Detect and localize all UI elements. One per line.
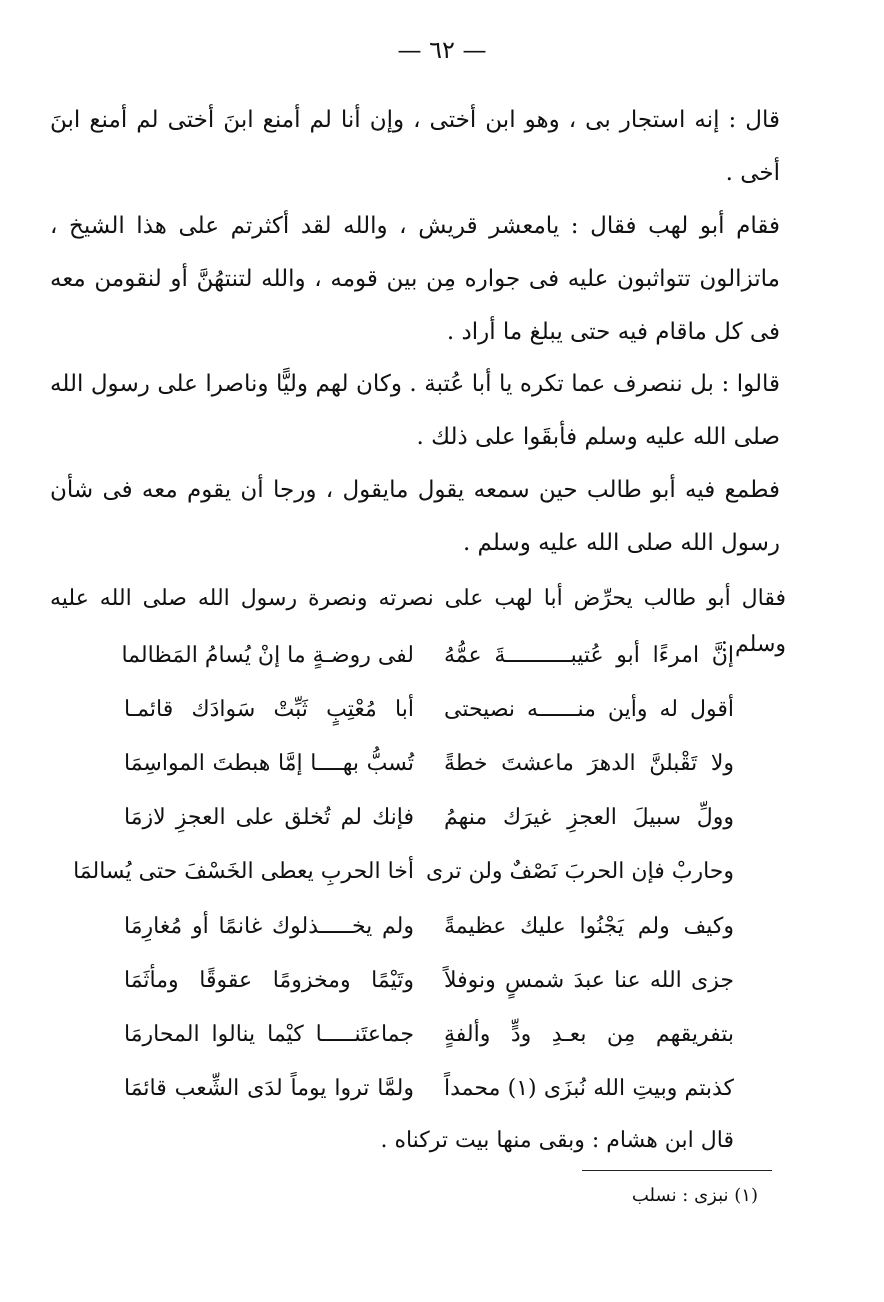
paragraph-abu-lahab-speech: فقام أبو لهب فقال : يامعشر قريش ، والله لقد أكثرتم على هذا الشيخ ، ماتزالون تتواثبون عليه فى جواره مِن بين قومه ، والله لتنتهُنَّ أو لنقومن معه فى كل ماقام فيه حتى يبلغ ما أراد . [50, 213, 780, 345]
paragraph-abu-talib-reply: قال : إنه استجار بى ، وهو ابن أختى ، وإن أنا لم أمنع ابنَ أختى لم أمنع ابنَ أخى . [50, 107, 780, 186]
verse-second-hemistich: ولمَّا تروا يوماً لدَى الشِّعب قائمَا [124, 1076, 414, 1102]
verse-first-hemistich: كذبتم وبيتِ الله نُبزَى (١) محمداً [444, 1076, 734, 1102]
poem-verse [124, 791, 734, 845]
poem-verse [124, 1062, 734, 1116]
poem-verse [73, 845, 734, 899]
closing-note: قال ابن هشام : وبقى منها بيت تركناه . [380, 1128, 734, 1153]
poem-verse [124, 899, 734, 953]
verse-first-hemistich: إنَّ امرءًا أبو عُتيبــــــــــةَ عمُّهُ [444, 642, 734, 668]
poem [73, 628, 734, 1116]
verse-second-hemistich: جماعتَنـــــا كيْما ينالوا المحارمَا [124, 1021, 414, 1047]
poem-verse [124, 736, 734, 790]
verse-first-hemistich: بتفريقهم مِن بعـدِ ودٍّ وألفةٍ [444, 1021, 734, 1047]
verse-first-hemistich: وكيف ولم يَجْنُوا عليك عظيمةً [444, 913, 734, 939]
verse-first-hemistich: وحاربْ فإن الحربَ نَصْفٌ ولن ترى [426, 859, 734, 885]
page-number: — ٦٢ — [397, 36, 487, 64]
verse-first-hemistich: جزى الله عنا عبدَ شمسٍ ونوفلاً [444, 967, 734, 993]
paragraph-abu-talib-hope: فطمع فيه أبو طالب حين سمعه يقول مايقول ، ورجا أن يقوم معه فى شأن رسول الله صلى الله عليه وسلم . [50, 477, 780, 556]
verse-second-hemistich: لفى روضـةٍ ما إنْ يُسامُ المَظالما [121, 642, 414, 668]
verse-second-hemistich: تُسبُّ بهــــا إمَّا هبطتَ المواسِمَا [124, 750, 414, 776]
poem-verse [124, 682, 734, 736]
verse-first-hemistich: ولا تَقْبلنَّ الدهرَ ماعشتَ خطةً [444, 750, 734, 776]
verse-second-hemistich: ولم يخـــــذلوك غانمًا أو مُغارِمَا [124, 913, 414, 939]
poem-verse [124, 953, 734, 1007]
poem-verse [124, 1007, 734, 1061]
verse-second-hemistich: أبا مُعْتِبٍ ثَبِّتْ سَوادَك قائمـا [124, 696, 414, 722]
verse-second-hemistich: فإنك لم تُخلق على العجزِ لازمَا [124, 805, 414, 831]
footnote-divider [582, 1170, 772, 1171]
footnote: (١) نبزى : نسلب [631, 1185, 758, 1206]
paragraph-poem-intro: فقال أبو طالب يحرِّض أبا لهب على نصرته ونصرة رسول الله صلى الله عليه وسلم : [50, 586, 786, 657]
verse-first-hemistich: وولِّ سبيلَ العجزِ غيرَك منهمُ [444, 805, 734, 831]
verse-second-hemistich: وتَيْمًا ومخزومًا عقوقًا ومأثَمَا [124, 967, 414, 993]
poem-verse [121, 628, 734, 682]
verse-second-hemistich: أخا الحربِ يعطى الخَسْفَ حتى يُسالمَا [73, 859, 414, 885]
paragraph-quraysh-answer: قالوا : بل ننصرف عما تكره يا أبا عُتبة . وكان لهم وليًّا وناصرا على رسول الله صلى الله عليه وسلم فأبقَوا على ذلك . [50, 371, 780, 450]
verse-first-hemistich: أقول له وأين منــــــه نصيحتى [444, 696, 734, 722]
